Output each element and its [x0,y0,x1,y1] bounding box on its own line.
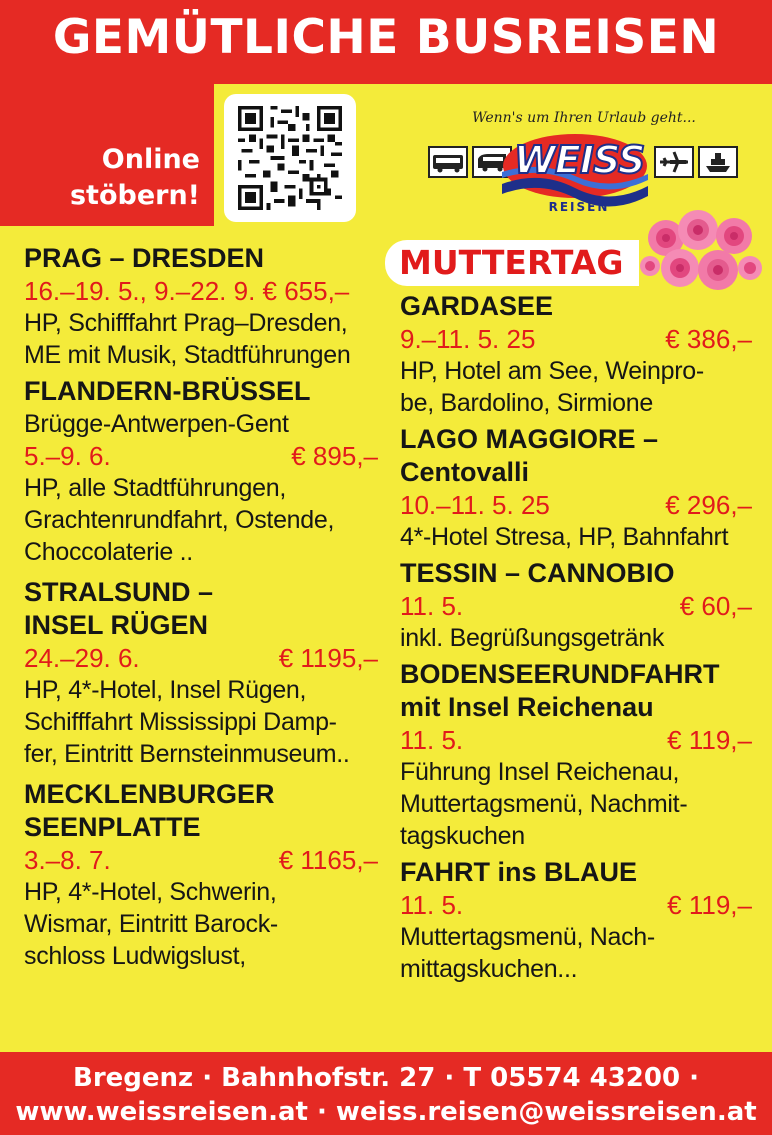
trip-title: Centovalli [400,457,530,487]
trip-desc: Muttertagsmenü, Nachmit- [400,790,688,818]
trip-price: € 895,– [291,441,378,471]
trip-price: € 386,– [665,324,752,354]
logo-slogan: Wenn's um Ihren Urlaub geht... [472,110,696,126]
footer-address: Bregenz · Bahnhofstr. 27 · T 05574 43200 · [73,1063,699,1093]
trip-desc: ME mit Musik, Stadtführungen [24,341,351,369]
trip-price: € 1165,– [278,845,378,875]
qr-code[interactable] [224,94,356,222]
trip-tessin-cannobio[interactable] [400,557,752,654]
page-title: GEMÜTLICHE BUSREISEN [52,10,720,65]
trip-fahrt-ins-blaue[interactable] [400,856,752,985]
online-cta [40,142,200,214]
trip-subtitle: Brügge-Antwerpen-Gent [24,410,289,438]
trip-title: BODENSEERUNDFAHRT [400,659,720,689]
trip-title: LAGO MAGGIORE – [400,424,659,454]
trip-desc: HP, 4*-Hotel, Schwerin, [24,878,277,906]
logo-brand-sub: REISEN [548,200,610,214]
trip-date-price [24,844,378,876]
trip-price: € 1195,– [278,643,378,673]
trip-date: 11. 5. [400,591,464,621]
trip-desc: mittagskuchen... [400,955,578,983]
weiss-reisen-logo[interactable] [424,104,744,214]
trip-flandern-bruessel[interactable] [24,375,378,568]
trip-date-price [24,642,378,674]
trip-title: SEENPLATTE [24,812,201,842]
trip-stralsund-ruegen[interactable] [24,576,378,770]
online-line-2: stöbern! [69,180,200,211]
trip-date-price [400,724,752,756]
trip-desc: Grachtenrundfahrt, Ostende, [24,506,335,534]
trip-date-price [24,275,378,307]
trip-date: 16.–19. 5., 9.–22. 9. € 655,– [24,276,350,306]
trip-desc: Choccolaterie .. [24,538,193,566]
trip-date: 11. 5. [400,890,464,920]
muttertag-label: MUTTERTAG [385,240,639,286]
qr-code-icon [238,104,342,212]
trip-date: 11. 5. [400,725,464,755]
trip-title: FAHRT ins BLAUE [400,857,638,887]
trip-desc: tagskuchen [400,822,525,850]
trip-title: mit Insel Reichenau [400,692,654,722]
trip-date-price [400,489,752,521]
trip-price: € 119,– [667,890,752,920]
trip-date: 3.–8. 7. [24,845,111,875]
trip-date-price [24,440,378,472]
trip-desc: HP, Schifffahrt Prag–Dresden, [24,309,348,337]
logo-brand: WEISS [514,138,645,182]
bus-icon [428,146,468,178]
trip-desc: inkl. Begrüßungsgetränk [400,624,665,652]
trip-price: € 119,– [667,725,752,755]
trip-prag-dresden[interactable] [24,242,378,371]
trip-desc: 4*-Hotel Stresa, HP, Bahnfahrt [400,523,729,551]
trip-date-price [400,590,752,622]
trip-title: TESSIN – CANNOBIO [400,558,675,588]
trip-desc: Schifffahrt Mississippi Damp- [24,708,337,736]
trip-desc: be, Bardolino, Sirmione [400,389,653,417]
trip-desc: schloss Ludwigslust, [24,942,246,970]
trip-title: FLANDERN-BRÜSSEL [24,376,311,406]
trip-desc: HP, Hotel am See, Weinpro- [400,357,704,385]
trip-title: GARDASEE [400,291,554,321]
trip-date-price [400,889,752,921]
trip-price: € 296,– [665,490,752,520]
roses-image [636,208,764,300]
trip-desc: HP, 4*-Hotel, Insel Rügen, [24,676,307,704]
trip-date: 9.–11. 5. 25 [400,324,536,354]
trip-desc: Führung Insel Reichenau, [400,758,680,786]
trip-desc: fer, Eintritt Bernsteinmuseum.. [24,740,350,768]
trip-price: € 60,– [679,591,752,621]
airplane-icon [654,146,694,178]
trip-title: MECKLENBURGER [24,779,275,809]
trip-title: STRALSUND – [24,577,214,607]
trip-desc: Wismar, Eintritt Barock- [24,910,278,938]
trip-date: 5.–9. 6. [24,441,111,471]
right-trip-column [400,290,752,989]
footer-web-email[interactable]: www.weissreisen.at · weiss.reisen@weissreisen.at [15,1097,757,1127]
trip-date: 24.–29. 6. [24,643,140,673]
online-line-1: Online [101,144,200,175]
ship-icon [698,146,738,178]
trip-mecklenburger-seenplatte[interactable] [24,778,378,972]
trip-desc: HP, alle Stadtführungen, [24,474,286,502]
trip-desc: Muttertagsmenü, Nach- [400,923,655,951]
footer [0,1052,772,1135]
trip-title: PRAG – DRESDEN [24,243,265,273]
trip-bodenseerundfahrt[interactable] [400,658,752,852]
trip-lago-maggiore[interactable] [400,423,752,553]
trip-title: INSEL RÜGEN [24,610,209,640]
trip-gardasee[interactable] [400,290,752,419]
trip-date: 10.–11. 5. 25 [400,490,550,520]
trip-date-price [400,323,752,355]
left-trip-column [24,242,378,976]
